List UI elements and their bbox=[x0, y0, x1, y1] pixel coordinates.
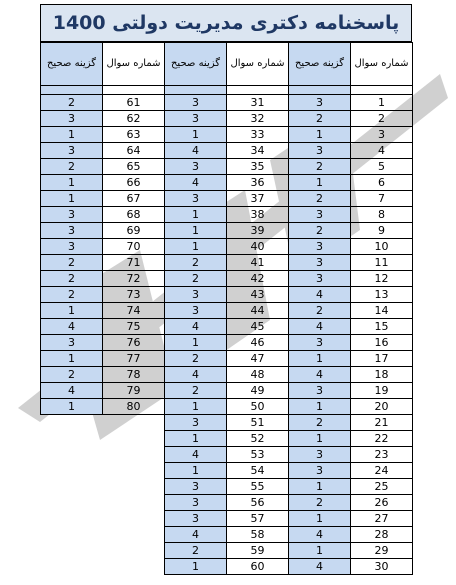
table-row bbox=[41, 95, 413, 111]
question-number-cell: 63 bbox=[103, 127, 165, 143]
table-row bbox=[41, 511, 413, 527]
question-number-cell: 80 bbox=[103, 399, 165, 415]
table-row bbox=[41, 127, 413, 143]
table-row bbox=[41, 319, 413, 335]
correct-option-cell: 1 bbox=[165, 399, 227, 415]
correct-option-cell: 1 bbox=[41, 175, 103, 191]
question-number-cell: 21 bbox=[351, 415, 413, 431]
question-number-cell: 44 bbox=[227, 303, 289, 319]
table-row bbox=[41, 271, 413, 287]
question-number-cell: 72 bbox=[103, 271, 165, 287]
correct-option-cell: 1 bbox=[289, 431, 351, 447]
correct-option-cell: 1 bbox=[289, 511, 351, 527]
table-row bbox=[41, 367, 413, 383]
table-row bbox=[41, 495, 413, 511]
spacer-row bbox=[41, 86, 413, 95]
question-number-cell: 41 bbox=[227, 255, 289, 271]
question-number-cell: 4 bbox=[351, 143, 413, 159]
table-row bbox=[41, 159, 413, 175]
empty-cell bbox=[103, 463, 165, 479]
empty-cell bbox=[41, 463, 103, 479]
table-row bbox=[41, 255, 413, 271]
empty-cell bbox=[103, 415, 165, 431]
question-number-cell: 43 bbox=[227, 287, 289, 303]
empty-cell bbox=[41, 559, 103, 575]
answer-table bbox=[40, 42, 413, 575]
table-row bbox=[41, 287, 413, 303]
table-row bbox=[41, 463, 413, 479]
correct-option-cell: 2 bbox=[289, 223, 351, 239]
question-number-cell: 78 bbox=[103, 367, 165, 383]
question-number-cell: 71 bbox=[103, 255, 165, 271]
question-number-cell: 69 bbox=[103, 223, 165, 239]
correct-option-cell: 3 bbox=[165, 111, 227, 127]
correct-option-cell: 1 bbox=[41, 127, 103, 143]
question-number-cell: 40 bbox=[227, 239, 289, 255]
header-correct-option: گزینه صحیح bbox=[41, 43, 103, 86]
question-number-cell: 55 bbox=[227, 479, 289, 495]
header-row bbox=[41, 43, 413, 86]
spacer-cell bbox=[351, 86, 413, 95]
correct-option-cell: 3 bbox=[165, 191, 227, 207]
correct-option-cell: 2 bbox=[41, 255, 103, 271]
correct-option-cell: 3 bbox=[41, 223, 103, 239]
question-number-cell: 59 bbox=[227, 543, 289, 559]
correct-option-cell: 1 bbox=[165, 207, 227, 223]
correct-option-cell: 4 bbox=[165, 319, 227, 335]
question-number-cell: 22 bbox=[351, 431, 413, 447]
question-number-cell: 68 bbox=[103, 207, 165, 223]
question-number-cell: 3 bbox=[351, 127, 413, 143]
question-number-cell: 29 bbox=[351, 543, 413, 559]
question-number-cell: 53 bbox=[227, 447, 289, 463]
question-number-cell: 13 bbox=[351, 287, 413, 303]
question-number-cell: 70 bbox=[103, 239, 165, 255]
correct-option-cell: 3 bbox=[165, 287, 227, 303]
question-number-cell: 36 bbox=[227, 175, 289, 191]
table-row bbox=[41, 543, 413, 559]
correct-option-cell: 3 bbox=[41, 207, 103, 223]
correct-option-cell: 2 bbox=[289, 191, 351, 207]
empty-cell bbox=[41, 479, 103, 495]
correct-option-cell: 4 bbox=[165, 175, 227, 191]
table-row bbox=[41, 415, 413, 431]
question-number-cell: 48 bbox=[227, 367, 289, 383]
question-number-cell: 18 bbox=[351, 367, 413, 383]
question-number-cell: 25 bbox=[351, 479, 413, 495]
empty-cell bbox=[103, 431, 165, 447]
question-number-cell: 27 bbox=[351, 511, 413, 527]
page-title: پاسخنامه دکتری مدیریت دولتی 1400 bbox=[40, 4, 412, 42]
answer-sheet bbox=[40, 4, 412, 580]
empty-cell bbox=[103, 511, 165, 527]
question-number-cell: 46 bbox=[227, 335, 289, 351]
correct-option-cell: 1 bbox=[165, 431, 227, 447]
correct-option-cell: 1 bbox=[41, 399, 103, 415]
header-question-number: شماره سوال bbox=[227, 43, 289, 86]
spacer-cell bbox=[289, 86, 351, 95]
empty-cell bbox=[41, 527, 103, 543]
question-number-cell: 50 bbox=[227, 399, 289, 415]
correct-option-cell: 3 bbox=[289, 383, 351, 399]
correct-option-cell: 2 bbox=[165, 383, 227, 399]
correct-option-cell: 4 bbox=[41, 319, 103, 335]
question-number-cell: 34 bbox=[227, 143, 289, 159]
header-question-number: شماره سوال bbox=[103, 43, 165, 86]
empty-cell bbox=[41, 415, 103, 431]
correct-option-cell: 3 bbox=[165, 479, 227, 495]
question-number-cell: 58 bbox=[227, 527, 289, 543]
correct-option-cell: 4 bbox=[289, 319, 351, 335]
correct-option-cell: 1 bbox=[41, 303, 103, 319]
correct-option-cell: 3 bbox=[289, 143, 351, 159]
spacer-cell bbox=[227, 86, 289, 95]
question-number-cell: 7 bbox=[351, 191, 413, 207]
empty-cell bbox=[103, 447, 165, 463]
table-row bbox=[41, 239, 413, 255]
correct-option-cell: 1 bbox=[41, 191, 103, 207]
correct-option-cell: 3 bbox=[289, 271, 351, 287]
correct-option-cell: 3 bbox=[165, 95, 227, 111]
correct-option-cell: 3 bbox=[289, 239, 351, 255]
correct-option-cell: 1 bbox=[289, 399, 351, 415]
correct-option-cell: 2 bbox=[165, 351, 227, 367]
table-row bbox=[41, 143, 413, 159]
table-row bbox=[41, 383, 413, 399]
spacer-cell bbox=[41, 86, 103, 95]
empty-cell bbox=[41, 511, 103, 527]
correct-option-cell: 1 bbox=[41, 351, 103, 367]
question-number-cell: 54 bbox=[227, 463, 289, 479]
table-row bbox=[41, 303, 413, 319]
correct-option-cell: 2 bbox=[41, 95, 103, 111]
correct-option-cell: 2 bbox=[165, 271, 227, 287]
question-number-cell: 62 bbox=[103, 111, 165, 127]
correct-option-cell: 1 bbox=[165, 223, 227, 239]
empty-cell bbox=[103, 479, 165, 495]
question-number-cell: 14 bbox=[351, 303, 413, 319]
question-number-cell: 73 bbox=[103, 287, 165, 303]
question-number-cell: 12 bbox=[351, 271, 413, 287]
question-number-cell: 30 bbox=[351, 559, 413, 575]
question-number-cell: 20 bbox=[351, 399, 413, 415]
answer-rows bbox=[41, 95, 413, 575]
question-number-cell: 15 bbox=[351, 319, 413, 335]
question-number-cell: 31 bbox=[227, 95, 289, 111]
correct-option-cell: 4 bbox=[165, 367, 227, 383]
correct-option-cell: 3 bbox=[165, 511, 227, 527]
correct-option-cell: 2 bbox=[165, 543, 227, 559]
empty-cell bbox=[103, 559, 165, 575]
correct-option-cell: 1 bbox=[165, 463, 227, 479]
question-number-cell: 66 bbox=[103, 175, 165, 191]
correct-option-cell: 1 bbox=[289, 543, 351, 559]
correct-option-cell: 2 bbox=[289, 495, 351, 511]
question-number-cell: 77 bbox=[103, 351, 165, 367]
question-number-cell: 17 bbox=[351, 351, 413, 367]
table-row bbox=[41, 111, 413, 127]
correct-option-cell: 4 bbox=[289, 367, 351, 383]
question-number-cell: 42 bbox=[227, 271, 289, 287]
table-row bbox=[41, 479, 413, 495]
correct-option-cell: 2 bbox=[41, 287, 103, 303]
correct-option-cell: 4 bbox=[289, 527, 351, 543]
correct-option-cell: 1 bbox=[289, 479, 351, 495]
table-row bbox=[41, 175, 413, 191]
header-correct-option: گزینه صحیح bbox=[165, 43, 227, 86]
correct-option-cell: 2 bbox=[165, 255, 227, 271]
question-number-cell: 28 bbox=[351, 527, 413, 543]
table-row bbox=[41, 335, 413, 351]
correct-option-cell: 1 bbox=[165, 335, 227, 351]
correct-option-cell: 3 bbox=[289, 463, 351, 479]
correct-option-cell: 2 bbox=[289, 303, 351, 319]
correct-option-cell: 2 bbox=[41, 159, 103, 175]
table-row bbox=[41, 559, 413, 575]
empty-cell bbox=[41, 431, 103, 447]
question-number-cell: 6 bbox=[351, 175, 413, 191]
question-number-cell: 5 bbox=[351, 159, 413, 175]
table-row bbox=[41, 207, 413, 223]
correct-option-cell: 3 bbox=[289, 255, 351, 271]
correct-option-cell: 3 bbox=[165, 159, 227, 175]
question-number-cell: 65 bbox=[103, 159, 165, 175]
correct-option-cell: 3 bbox=[41, 239, 103, 255]
correct-option-cell: 3 bbox=[289, 335, 351, 351]
table-row bbox=[41, 191, 413, 207]
correct-option-cell: 1 bbox=[165, 559, 227, 575]
table-row bbox=[41, 399, 413, 415]
question-number-cell: 9 bbox=[351, 223, 413, 239]
question-number-cell: 67 bbox=[103, 191, 165, 207]
header-question-number: شماره سوال bbox=[351, 43, 413, 86]
correct-option-cell: 3 bbox=[289, 207, 351, 223]
question-number-cell: 75 bbox=[103, 319, 165, 335]
empty-cell bbox=[103, 495, 165, 511]
correct-option-cell: 3 bbox=[41, 143, 103, 159]
correct-option-cell: 4 bbox=[289, 287, 351, 303]
correct-option-cell: 4 bbox=[289, 559, 351, 575]
question-number-cell: 11 bbox=[351, 255, 413, 271]
correct-option-cell: 4 bbox=[165, 143, 227, 159]
question-number-cell: 26 bbox=[351, 495, 413, 511]
question-number-cell: 39 bbox=[227, 223, 289, 239]
question-number-cell: 1 bbox=[351, 95, 413, 111]
question-number-cell: 19 bbox=[351, 383, 413, 399]
question-number-cell: 56 bbox=[227, 495, 289, 511]
correct-option-cell: 2 bbox=[289, 415, 351, 431]
correct-option-cell: 3 bbox=[289, 95, 351, 111]
question-number-cell: 49 bbox=[227, 383, 289, 399]
table-row bbox=[41, 223, 413, 239]
empty-cell bbox=[41, 495, 103, 511]
question-number-cell: 79 bbox=[103, 383, 165, 399]
question-number-cell: 10 bbox=[351, 239, 413, 255]
question-number-cell: 38 bbox=[227, 207, 289, 223]
question-number-cell: 2 bbox=[351, 111, 413, 127]
question-number-cell: 33 bbox=[227, 127, 289, 143]
correct-option-cell: 3 bbox=[289, 447, 351, 463]
question-number-cell: 76 bbox=[103, 335, 165, 351]
correct-option-cell: 2 bbox=[41, 367, 103, 383]
question-number-cell: 51 bbox=[227, 415, 289, 431]
question-number-cell: 60 bbox=[227, 559, 289, 575]
correct-option-cell: 2 bbox=[289, 159, 351, 175]
empty-cell bbox=[103, 527, 165, 543]
question-number-cell: 32 bbox=[227, 111, 289, 127]
question-number-cell: 45 bbox=[227, 319, 289, 335]
correct-option-cell: 3 bbox=[165, 495, 227, 511]
correct-option-cell: 1 bbox=[165, 239, 227, 255]
question-number-cell: 24 bbox=[351, 463, 413, 479]
spacer-cell bbox=[165, 86, 227, 95]
question-number-cell: 52 bbox=[227, 431, 289, 447]
correct-option-cell: 4 bbox=[165, 447, 227, 463]
empty-cell bbox=[41, 447, 103, 463]
table-row bbox=[41, 431, 413, 447]
correct-option-cell: 1 bbox=[289, 175, 351, 191]
table-row bbox=[41, 351, 413, 367]
correct-option-cell: 4 bbox=[165, 527, 227, 543]
question-number-cell: 8 bbox=[351, 207, 413, 223]
question-number-cell: 61 bbox=[103, 95, 165, 111]
correct-option-cell: 1 bbox=[165, 127, 227, 143]
question-number-cell: 35 bbox=[227, 159, 289, 175]
question-number-cell: 23 bbox=[351, 447, 413, 463]
question-number-cell: 74 bbox=[103, 303, 165, 319]
empty-cell bbox=[103, 543, 165, 559]
correct-option-cell: 4 bbox=[41, 383, 103, 399]
correct-option-cell: 3 bbox=[41, 335, 103, 351]
correct-option-cell: 3 bbox=[165, 303, 227, 319]
correct-option-cell: 3 bbox=[165, 415, 227, 431]
correct-option-cell: 2 bbox=[41, 271, 103, 287]
correct-option-cell: 1 bbox=[289, 351, 351, 367]
table-row bbox=[41, 527, 413, 543]
header-correct-option: گزینه صحیح bbox=[289, 43, 351, 86]
table-row bbox=[41, 447, 413, 463]
spacer-cell bbox=[103, 86, 165, 95]
question-number-cell: 64 bbox=[103, 143, 165, 159]
question-number-cell: 16 bbox=[351, 335, 413, 351]
correct-option-cell: 2 bbox=[289, 111, 351, 127]
empty-cell bbox=[41, 543, 103, 559]
correct-option-cell: 1 bbox=[289, 127, 351, 143]
question-number-cell: 57 bbox=[227, 511, 289, 527]
correct-option-cell: 3 bbox=[41, 111, 103, 127]
question-number-cell: 37 bbox=[227, 191, 289, 207]
question-number-cell: 47 bbox=[227, 351, 289, 367]
